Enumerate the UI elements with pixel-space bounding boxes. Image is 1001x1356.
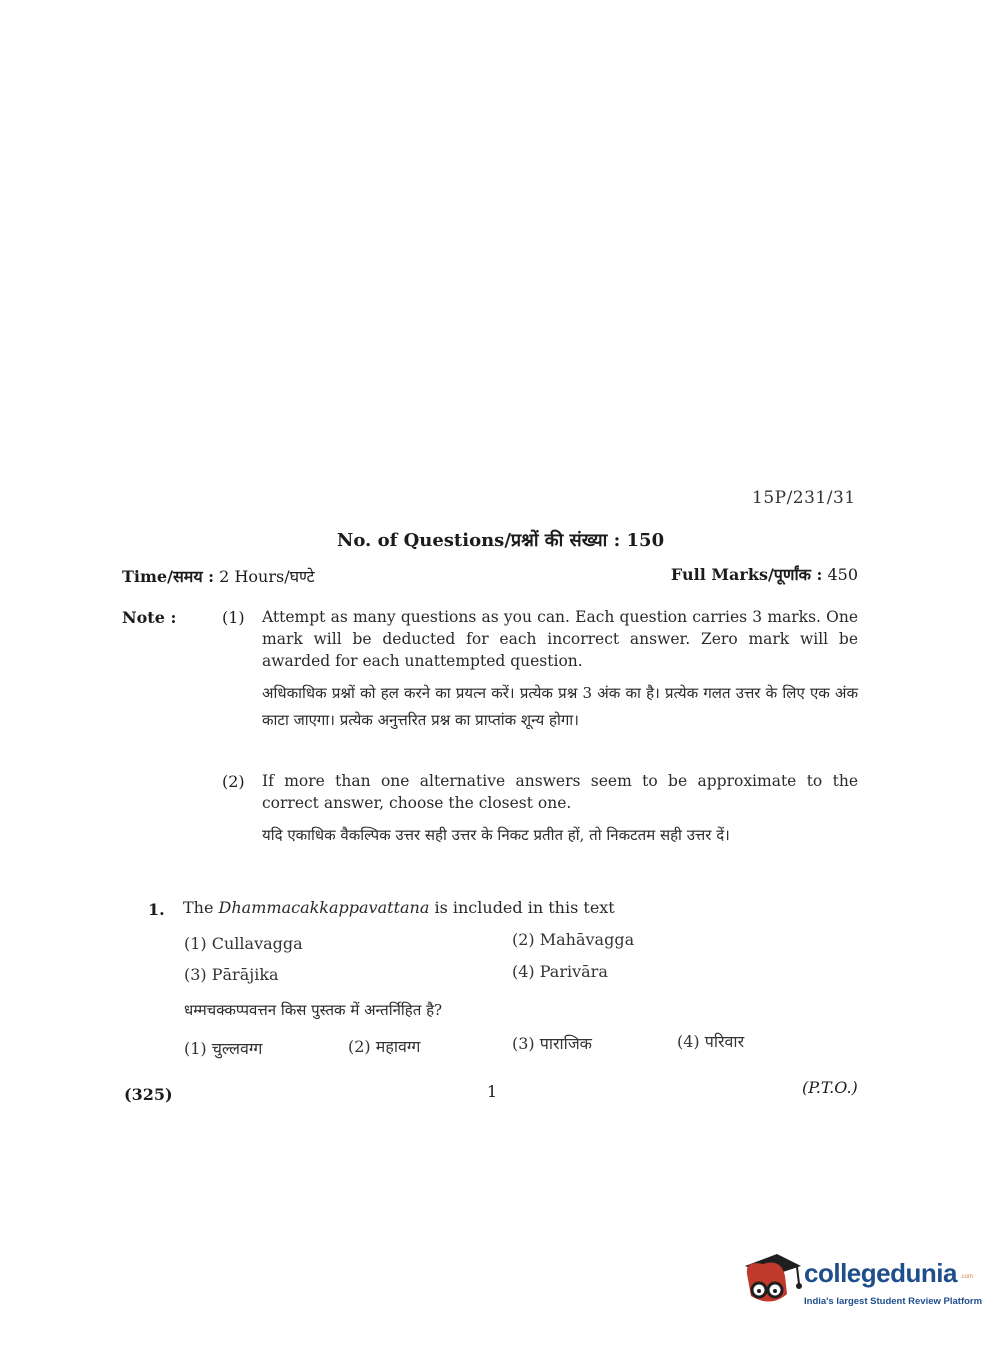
num-questions-label: No. of Questions/प्रश्नों की संख्या : — [336, 530, 621, 551]
time-label: Time/समय : — [122, 567, 215, 586]
question-1-hindi-option-2: (2) महावग्ग — [348, 1037, 421, 1056]
collegedunia-mascot-icon — [741, 1250, 803, 1312]
footer-code: (325) — [124, 1085, 173, 1104]
watermark-tagline: India's largest Student Review Platform — [804, 1296, 983, 1307]
question-1-text-after: is included in this text — [434, 898, 615, 917]
watermark-brand: collegedunia — [804, 1258, 957, 1288]
question-1-hindi-option-4: (4) परिवार — [677, 1032, 745, 1051]
num-questions-value: 150 — [626, 530, 665, 551]
paper-code: 15P/231/31 — [752, 488, 856, 508]
note-item-2-english: If more than one alternative answers seem to be approximate to the correct answer, choose the closest one. — [262, 772, 858, 812]
time-allowed — [122, 565, 315, 587]
question-1-option-3: (3) Pārājika — [184, 965, 279, 984]
marks-label: Full Marks/पूर्णांक : — [670, 565, 823, 584]
question-1-number: 1. — [148, 900, 165, 919]
question-1-option-2: (2) Mahāvagga — [512, 930, 635, 949]
full-marks — [671, 563, 858, 585]
note-item-2-number: (2) — [222, 772, 245, 791]
time-value: 2 Hours/घण्टे — [219, 567, 315, 586]
question-1-hindi-option-1: (1) चुल्लवग्ग — [184, 1039, 263, 1058]
marks-value: 450 — [827, 565, 858, 584]
note-item-1-english: Attempt as many questions as you can. Each question carries 3 marks. One mark will be deducted for each incorrect answer. Zero mark will be awarded for each unattempted question. — [262, 608, 858, 670]
question-1-hindi-text: धम्मचक्कप्पवत्तन किस पुस्तक में अन्तर्निहित है? — [184, 1001, 443, 1019]
watermark-tld: .com — [960, 1274, 974, 1280]
note-label: Note : — [122, 608, 177, 627]
note-item-1-number: (1) — [222, 608, 245, 627]
note-item-1-hindi: अधिकाधिक प्रश्नों को हल करने का प्रयत्न करें। प्रत्येक प्रश्न 3 अंक का है। प्रत्येक गलत उत्तर के लिए एक अंक काटा जाएगा। प्रत्येक अनुत्तरित प्रश्न का प्राप्तांक शून्य होगा। — [262, 684, 858, 729]
number-of-questions — [0, 528, 1001, 552]
question-1-option-1: (1) Cullavagga — [184, 934, 303, 953]
page-number: 1 — [487, 1082, 498, 1101]
note-item-2-hindi: यदि एकाधिक वैकल्पिक उत्तर सही उत्तर के निकट प्रतीत हों, तो निकटतम सही उत्तर दें। — [262, 826, 730, 844]
pto-label: (P.T.O.) — [802, 1078, 858, 1097]
question-1-text-before: The — [183, 898, 214, 917]
question-1-hindi-option-3: (3) पाराजिक — [512, 1034, 592, 1053]
question-1-option-4: (4) Parivāra — [512, 962, 608, 981]
question-1-text-italic: Dhammacakkappavattana — [218, 898, 430, 917]
question-1-text — [183, 898, 615, 917]
